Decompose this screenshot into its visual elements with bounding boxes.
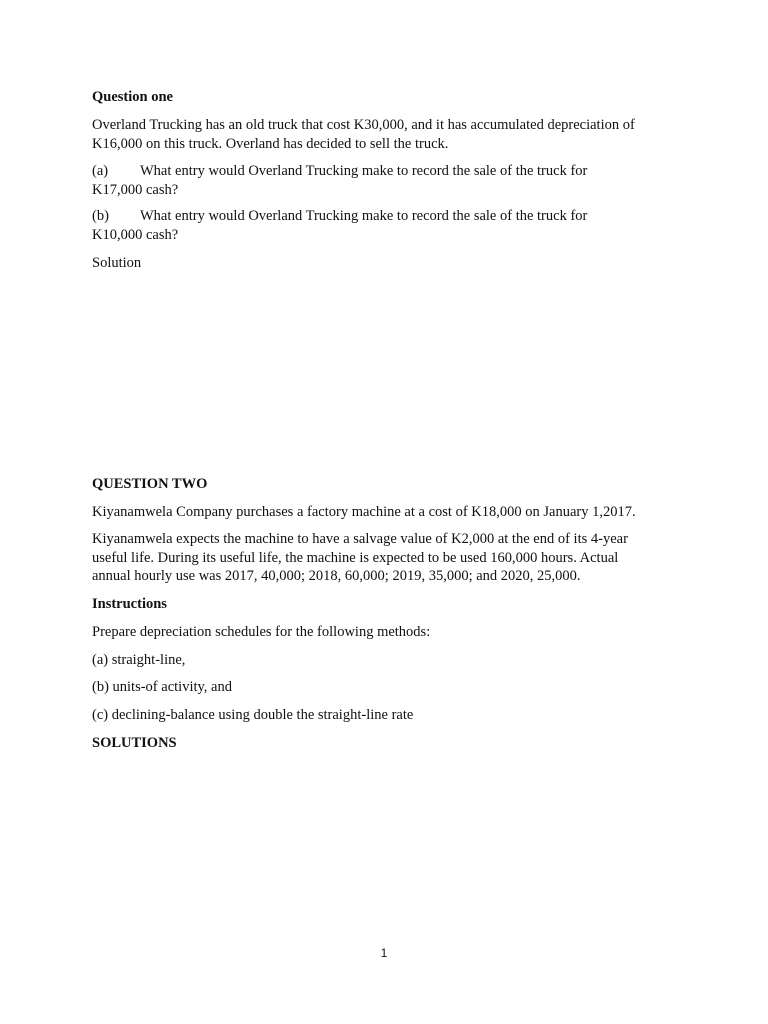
method-item: (b) units-of activity, and bbox=[92, 679, 232, 695]
solutions-heading: SOLUTIONS bbox=[92, 735, 177, 751]
question-one-intro-line-2: K16,000 on this truck. Overland has decided to sell the truck. bbox=[92, 135, 449, 152]
method-item: (c) declining-balance using double the straight-line rate bbox=[92, 707, 414, 723]
method-item: (a) straight-line, bbox=[92, 652, 186, 668]
question-one-intro bbox=[92, 116, 692, 153]
question-two-paragraph-2 bbox=[92, 530, 692, 586]
question-one-heading: Question one bbox=[92, 89, 173, 105]
question-one-intro-line-1: Overland Trucking has an old truck that cost K30,000, and it has accumulated depreciation of bbox=[92, 117, 635, 133]
paragraph-2-line-2: useful life. During its useful life, the machine is expected to be used 160,000 hours. Actual bbox=[92, 549, 619, 566]
question-two-heading: QUESTION TWO bbox=[92, 476, 208, 492]
paragraph-2-line-3: annual hourly use was 2017, 40,000; 2018, 60,000; 2019, 35,000; and 2020, 25,000. bbox=[92, 568, 581, 584]
part-a-text-line-2: K17,000 cash? bbox=[92, 181, 179, 198]
solution-label: Solution bbox=[92, 255, 142, 271]
part-b-text-line-1: What entry would Overland Trucking make to record the sale of the truck for bbox=[140, 208, 588, 224]
part-a-text-line-1: What entry would Overland Trucking make to record the sale of the truck for bbox=[140, 163, 588, 179]
part-b-text-line-2: K10,000 cash? bbox=[92, 226, 179, 243]
instructions-text: Prepare depreciation schedules for the following methods: bbox=[92, 624, 431, 640]
question-one-part-a bbox=[92, 162, 692, 199]
part-a-label: (a) bbox=[92, 163, 109, 179]
question-two-paragraph-1: Kiyanamwela Company purchases a factory machine at a cost of K18,000 on January 1,2017. bbox=[92, 504, 636, 520]
question-one-part-b bbox=[92, 207, 692, 244]
paragraph-2-line-1: Kiyanamwela expects the machine to have a salvage value of K2,000 at the end of its 4-year bbox=[92, 531, 628, 547]
page-number: 1 bbox=[380, 946, 388, 960]
part-b-label: (b) bbox=[92, 208, 109, 224]
instructions-heading: Instructions bbox=[92, 596, 167, 612]
